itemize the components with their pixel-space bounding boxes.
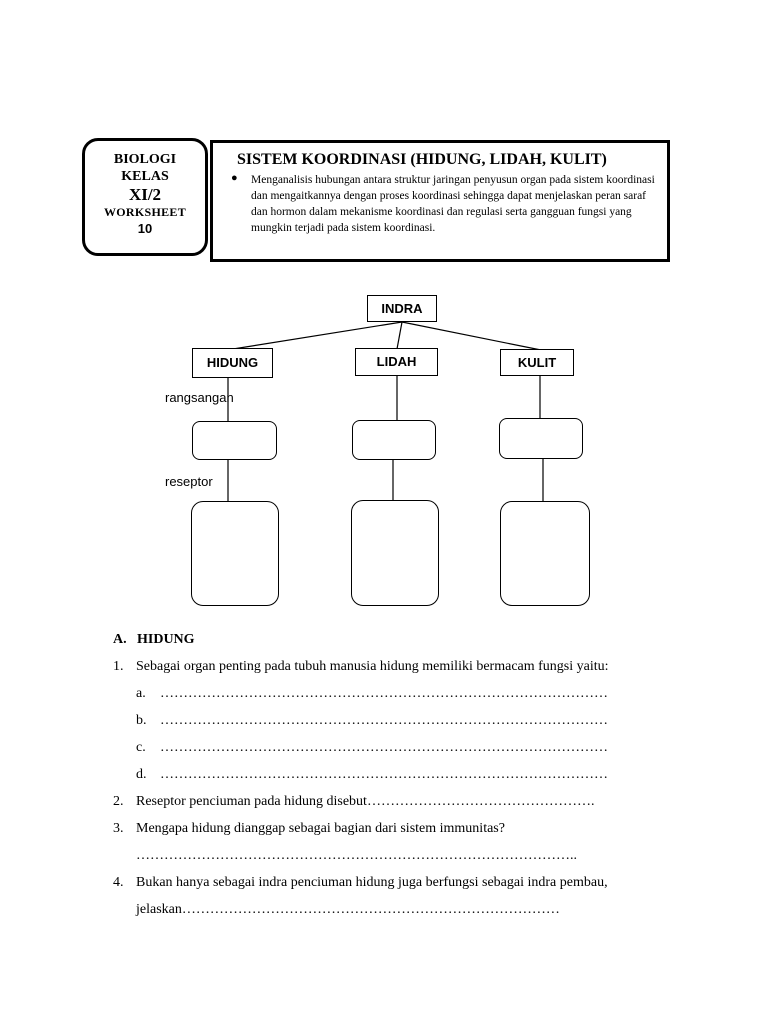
node-indra: INDRA [367,295,437,322]
blank-box-stimulus-lidah [352,420,436,460]
page-title: SISTEM KOORDINASI (HIDUNG, LIDAH, KULIT) [237,151,607,168]
class-label: KELAS [121,169,169,184]
learning-objective: Menganalisis hubungan antara struktur jaringan penyusun organ pada sistem koordinasi dan mengaitkannya dengan proses koordinasi sehingga dapat menjelaskan peran saraf dan hormon dalam mekanisme koordinasi dan regulasi serta gangguan fungsi yang mungkin terjadi pada sistem koordinasi. [251,174,655,234]
question-1-text: Sebagai organ penting pada tubuh manusia hidung memiliki bermacam fungsi yaitu: [136,659,609,674]
question-4-text-continued[interactable]: jelaskan……………………………………………………………………… [136,902,560,917]
subject-label: BIOLOGI [113,152,177,167]
question-4-text: Bukan hanya sebagai indra penciuman hidung juga berfungsi sebagai indra pembau, [136,875,608,890]
label-rangsangan: rangsangan [165,390,234,405]
blank-box-stimulus-hidung [192,421,277,460]
option-label: b. [136,713,147,728]
connector-line [397,322,402,349]
connector-line [233,322,402,349]
blank-box-stimulus-kulit [499,418,583,459]
blank-box-receptor-lidah [351,500,439,606]
option-label: d. [136,767,147,782]
question-number: 3. [113,821,124,836]
node-hidung: HIDUNG [192,348,273,378]
label-reseptor: reseptor [165,474,213,489]
class-value: XI/2 [128,185,162,204]
answer-blank[interactable]: …………………………………………………………………………………… [160,686,608,701]
blank-box-receptor-hidung [191,501,279,606]
option-label: c. [136,740,146,755]
worksheet-label: WORKSHEET [103,205,187,219]
connector-line [402,322,541,350]
section-title: HIDUNG [137,632,195,647]
answer-blank[interactable]: …………………………………………………………………………………… [160,713,608,728]
option-label: a. [136,686,146,701]
node-kulit: KULIT [500,349,574,376]
answer-blank[interactable]: …………………………………………………………………………………… [160,767,608,782]
answer-blank[interactable]: ………………………………………………………………………………….. [136,848,577,863]
question-3-text: Mengapa hidung dianggap sebagai bagian dari sistem immunitas? [136,821,505,836]
bullet-icon: ● [231,172,238,184]
question-number: 2. [113,794,124,809]
worksheet-number: 10 [137,221,153,236]
question-number: 4. [113,875,124,890]
blank-box-receptor-kulit [500,501,590,606]
node-lidah: LIDAH [355,348,438,376]
answer-blank[interactable]: …………………………………………………………………………………… [160,740,608,755]
question-number: 1. [113,659,124,674]
question-2-text[interactable]: Reseptor penciuman pada hidung disebut…………………………………………. [136,794,595,809]
section-letter: A. [113,632,127,647]
